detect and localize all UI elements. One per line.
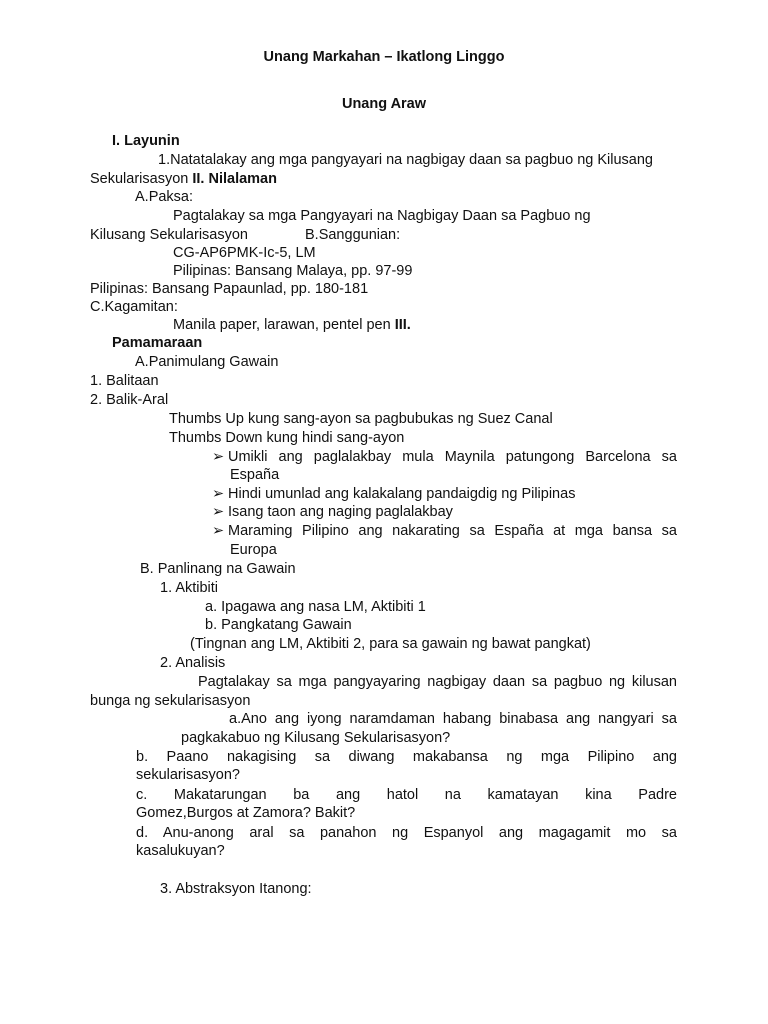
aktibiti-item: a. Ipagawa ang nasa LM, Aktibiti 1 [205, 599, 426, 615]
document-title: Unang Markahan – Ikatlong Linggo [263, 49, 505, 65]
list-item-balitaan: 1. Balitaan [90, 373, 159, 389]
arrow-bullet-icon: ➢ [212, 523, 225, 539]
aktibiti-label: 1. Aktibiti [160, 580, 219, 596]
bullet-text-cont: Europa [230, 542, 277, 558]
objective-line-cont [90, 170, 277, 188]
bullet-item [212, 485, 575, 503]
question-b: b. Paano nakagising sa diwang makabansa ng mga Pilipino ang [136, 749, 677, 765]
question-d: d. Anu-anong aral sa panahon ng Espanyol ang magagamit mo sa [136, 825, 677, 841]
panlinang-label: B. Panlinang na Gawain [140, 561, 296, 577]
kagamitan-label: C.Kagamitan: [90, 299, 178, 315]
paksa-text-cont: Kilusang Sekularisasyon [90, 227, 248, 243]
analisis-label: 2. Analisis [160, 655, 226, 671]
question-c-cont: Gomez,Burgos at Zamora? Bakit? [136, 805, 356, 821]
bullet-text: Isang taon ang naging paglalakbay [228, 504, 453, 520]
question-a: a.Ano ang iyong naramdaman habang binabasa ang nangyari sa [229, 711, 677, 727]
question-b-cont: sekularisasyon? [136, 767, 240, 783]
reference-item: Pilipinas: Bansang Papaunlad, pp. 180-181 [90, 281, 369, 297]
question-a-cont: pagkakabuo ng Kilusang Sekularisasyon? [181, 730, 451, 746]
paksa-text: Pagtalakay sa mga Pangyayari na Nagbigay Daan sa Pagbuo ng [173, 208, 591, 224]
bullet-item [212, 503, 453, 521]
bullet-text-cont: España [230, 467, 280, 483]
bullet-text: Maraming Pilipino ang nakarating sa España at mga bansa sa [228, 523, 677, 539]
abstraksyon-label: 3. Abstraksyon Itanong: [160, 881, 312, 897]
bullet-item [212, 522, 677, 540]
bullet-text: Umikli ang paglalakbay mula Maynila patungong Barcelona sa [228, 449, 677, 465]
question-c: c. Makatarungan ba ang hatol na kamatayan kina Padre [136, 787, 677, 803]
kagamitan-line [173, 316, 411, 334]
objective-text: Sekularisasyon [90, 171, 189, 187]
arrow-bullet-icon: ➢ [212, 504, 225, 520]
arrow-bullet-icon: ➢ [212, 486, 225, 502]
reference-item: CG-AP6PMK-Ic-5, LM [173, 245, 316, 261]
objective-line: 1.Natatalakay ang mga pangyayari na nagbigay daan sa pagbuo ng Kilusang [158, 152, 653, 168]
arrow-bullet-icon: ➢ [212, 449, 225, 465]
bullet-item [212, 448, 677, 466]
reference-item: Pilipinas: Bansang Malaya, pp. 97-99 [173, 263, 413, 279]
sanggunian-label: B.Sanggunian: [305, 227, 401, 243]
list-item-balik-aral: 2. Balik-Aral [90, 392, 169, 408]
kagamitan-text: Manila paper, larawan, pentel pen [173, 317, 391, 333]
aktibiti-note: (Tingnan ang LM, Aktibiti 2, para sa gawain ng bawat pangkat) [190, 636, 591, 652]
day-heading: Unang Araw [341, 96, 427, 112]
question-d-cont: kasalukuyan? [136, 843, 225, 859]
aktibiti-item: b. Pangkatang Gawain [205, 617, 352, 633]
analisis-text-cont: bunga ng sekularisasyon [90, 693, 251, 709]
thumbs-up-instruction: Thumbs Up kung sang-ayon sa pagbubukas ng Suez Canal [169, 411, 553, 427]
analisis-text: Pagtalakay sa mga pangyayaring nagbigay daan sa pagbuo ng kilusan [198, 674, 677, 690]
section-pamamaraan-heading: Pamamaraan [112, 335, 203, 351]
panimulang-gawain-label: A.Panimulang Gawain [135, 354, 279, 370]
thumbs-down-instruction: Thumbs Down kung hindi sang-ayon [169, 430, 405, 446]
bullet-text: Hindi umunlad ang kalakalang pandaigdig ng Pilipinas [228, 486, 576, 502]
section-number: III. [394, 317, 411, 333]
section-nilalaman-heading: II. Nilalaman [192, 171, 277, 187]
section-layunin-heading: I. Layunin [112, 133, 180, 149]
paksa-label: A.Paksa: [135, 189, 194, 205]
